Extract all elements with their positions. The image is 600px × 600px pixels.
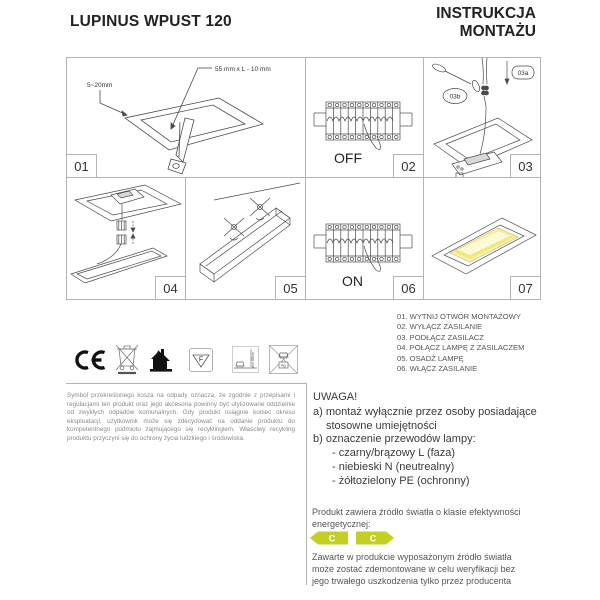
energy-class-intro: Produkt zawiera źródło światła o klasie efektywności energetycznej: <box>312 507 521 529</box>
wire-color-2: - niebieski N (neutrealny) <box>332 460 455 473</box>
document-title-line1: INSTRUKCJA <box>436 5 536 22</box>
flammable-surface-house-icon <box>149 344 173 379</box>
power-on-label: ON <box>342 273 363 289</box>
warning-title: UWAGA! <box>313 391 358 403</box>
ce-mark-icon <box>72 349 106 376</box>
certification-icons-row <box>72 341 302 377</box>
step-item-3: 03. PODŁĄCZ ZASILACZ <box>397 332 484 342</box>
horizontal-divider <box>66 383 307 384</box>
panel-number: 02 <box>393 154 423 177</box>
marker-03b-label: 03b <box>449 93 461 101</box>
cut-hole-drawing <box>67 58 305 177</box>
energy-class-arrows <box>310 531 400 550</box>
step-item-5: 05. OSADŹ LAMPĘ <box>397 353 464 363</box>
removal-note-line3: jego trwałego uszkodzenia tylko przez producenta <box>312 576 512 586</box>
panel-step-03-connect-driver <box>423 57 541 178</box>
panel-number: 01 <box>67 154 97 177</box>
document-title-line2: MONTAŻU <box>459 23 536 40</box>
wire-color-3: - żółtozielony PE (ochronny) <box>332 474 470 487</box>
marker-03a-label: 03a <box>517 70 529 77</box>
panel-number: 05 <box>275 276 305 299</box>
warning-line-b: b) oznaczenie przewodów lampy: <box>313 433 476 446</box>
panel-step-04-connect-lamp <box>66 177 186 300</box>
installation-steps-list <box>397 312 524 374</box>
step-item-2: 02. WYŁĄCZ ZASILANIE <box>397 322 483 332</box>
wire-color-1: - czarny/brązowy L (faza) <box>332 447 456 460</box>
energy-class-letter-left: C <box>328 533 336 544</box>
min-distance-label: min 60cm <box>251 352 255 368</box>
step-item-1: 01. WYTNIJ OTWÓR MONTAŻOWY <box>397 312 521 321</box>
panel-number: 06 <box>393 276 423 299</box>
min-distance-60cm-icon <box>232 346 259 378</box>
f-symbol-letter: F <box>198 356 204 364</box>
step-item-4: 04. POŁĄCZ LAMPĘ Z ZASILACZEM <box>397 343 525 353</box>
product-title: LUPINUS WPUST 120 <box>70 13 232 30</box>
warning-line-a2: stosowne umiejętności <box>326 419 437 432</box>
vertical-divider <box>306 383 307 585</box>
recycling-disclaimer: Symbol przekreślonego kosza na odpady oznacza, że zgodnie z przepisami i regulacjami ten produkt oraz jego akcesoria powinny być utylizowane oddzielnie od zwykłych odpadów komunalnych. Gdy produkt osiągnie koniec okresu eksploatacji, użytkownik może się zdecydować na oddanie produktu do kompetentnego podmiotu zajmującego się recyklingiem. Właściwy recykling produktu przyczyni się do ochrony życia ludzkiego i środowiska. <box>67 392 295 442</box>
document-title <box>436 5 536 41</box>
no-insulation-cover-icon <box>269 345 298 379</box>
depth-dimension-label: 5~20mm <box>87 82 113 89</box>
weee-crossed-bin-icon <box>114 341 140 380</box>
panel-step-02-power-off <box>305 57 424 178</box>
panel-step-06-power-on <box>305 177 424 300</box>
kg-label: kg <box>281 362 286 368</box>
f-triangle-furniture-icon <box>189 348 213 377</box>
panel-number: 07 <box>510 276 540 299</box>
removal-note-line2: może zostać zdemontowane w celu weryfikacji bez <box>312 564 516 574</box>
step-item-6: 06. WŁĄCZ ZASILANIE <box>397 364 478 374</box>
cutout-dimension-label: 55 mm x L - 10 mm <box>215 66 271 73</box>
light-source-removal-note <box>312 551 564 587</box>
energy-class-letter-right: C <box>369 533 377 544</box>
warning-line-a: a) montaż wyłącznie przez osoby posiadające <box>313 405 537 418</box>
panel-number: 03 <box>510 154 540 177</box>
panel-number: 04 <box>155 276 185 299</box>
panel-step-07-lamp-on <box>423 177 541 300</box>
panel-step-01-cut-hole <box>66 57 306 178</box>
panel-step-05-seat-lamp <box>185 177 306 300</box>
removal-note-line1: Zawarte w produkcie wyposażonym źródło światła <box>312 552 512 562</box>
power-off-label: OFF <box>334 150 362 166</box>
warning-block <box>313 391 537 489</box>
